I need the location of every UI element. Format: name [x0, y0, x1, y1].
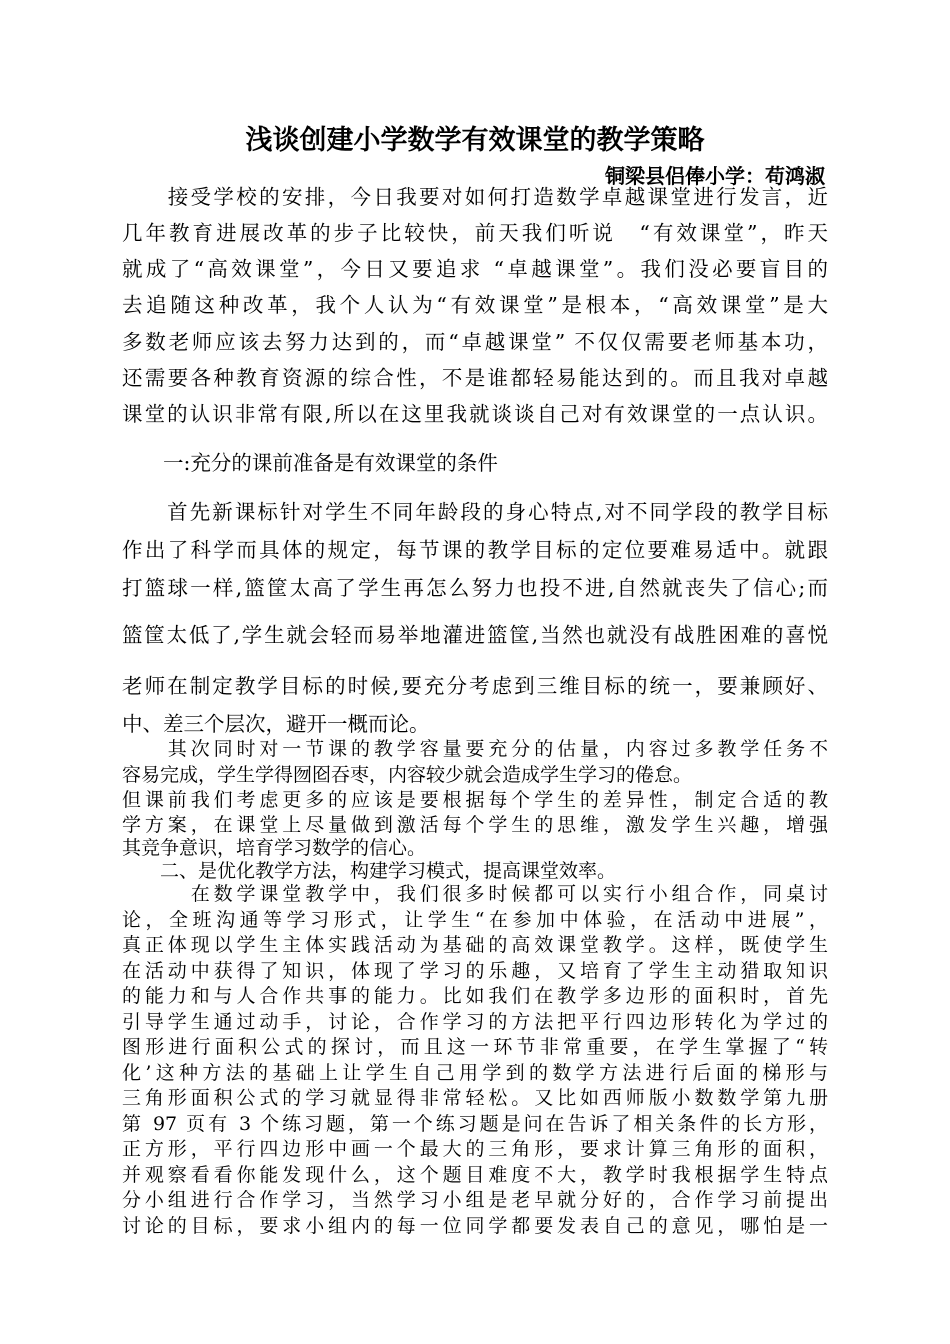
body-line: 真正体现以学生主体实践活动为基础的高效课堂教学。这样，既使学生: [122, 934, 828, 956]
body-line: 中、差三个层次，避开一概而论。: [122, 712, 430, 736]
body-line: 讨论的目标，要求小组内的每一位同学都要发表自己的意见，哪怕是一: [122, 1215, 828, 1237]
body-line: 老师在制定教学目标的时候,要充分考虑到三维目标的统一，要兼顾好、: [122, 674, 828, 698]
body-line: 的能力和与人合作共事的能力。比如我们在教学多边形的面积时，首先: [122, 985, 828, 1007]
body-line: 三角形面积公式的学习就显得非常轻松。又比如西师版小数数学第九册: [122, 1087, 828, 1109]
body-line: 篮筐太低了,学生就会轻而易举地灌进篮筐,当然也就没有战胜困难的喜悦: [122, 623, 828, 647]
body-line: 论，全班沟通等学习形式，让学生“在参加中体验，在活动中进展”，: [122, 909, 828, 931]
body-line: 并观察看看你能发现什么，这个题目难度不大，教学时我根据学生特点: [122, 1164, 828, 1186]
body-line: 图形进行面积公式的探讨，而且这一环节非常重要，在学生掌握了“转: [122, 1036, 828, 1058]
section-heading: 二、是优化教学方法，构建学习模式，提高课堂效率。: [122, 860, 617, 882]
body-line: 首先新课标针对学生不同年龄段的身心特点,对不同学段的教学目标: [122, 500, 828, 524]
document-title: 浅谈创建小学数学有效课堂的教学策略: [245, 125, 705, 156]
body-line: 几年教育进展改革的步子比较快，前天我们听说 “有效课堂”，昨天: [122, 221, 828, 245]
body-line: 引导学生通过动手，讨论，合作学习的方法把平行四边形转化为学过的: [122, 1011, 828, 1033]
section-heading: 一:充分的课前准备是有效课堂的条件: [122, 451, 498, 475]
body-line: 学方案，在课堂上尽量做到激活每个学生的思维，激发学生兴趣，增强: [122, 814, 828, 836]
body-line: 去追随这种改革，我个人认为“有效课堂”是根本，“高效课堂”是大: [122, 293, 828, 317]
body-line: 作出了科学而具体的规定，每节课的教学目标的定位要难易适中。就跟: [122, 538, 828, 562]
body-line: 课堂的认识非常有限,所以在这里我就谈谈自己对有效课堂的一点认识。: [122, 402, 828, 426]
body-line: 分小组进行合作学习，当然学习小组是老早就分好的，合作学习前提出: [122, 1189, 828, 1211]
body-line: 但课前我们考虑更多的应该是要根据每个学生的差异性，制定合适的教: [122, 789, 828, 811]
body-line: 在活动中获得了知识，体现了学习的乐趣，又培育了学生主动猎取知识: [122, 960, 828, 982]
body-line: 容易完成，学生学得囫囵吞枣，内容较少就会造成学生学习的倦怠。: [122, 764, 693, 786]
body-line: 第 97 页有 3 个练习题，第一个练习题是问在告诉了相关条件的长方形，: [122, 1113, 828, 1135]
author-line: 铜梁县侣俸小学：苟鸿淑: [605, 164, 825, 188]
body-line: 多数老师应该去努力达到的，而“卓越课堂” 不仅仅需要老师基本功，: [122, 330, 828, 354]
body-line: 接受学校的安排，今日我要对如何打造数学卓越课堂进行发言，近: [122, 185, 828, 209]
body-line: 打篮球一样,篮筐太高了学生再怎么努力也投不进,自然就丧失了信心;而: [122, 576, 828, 600]
body-line: 其竞争意识，培育学习数学的信心。: [122, 837, 427, 859]
body-line: 在数学课堂教学中，我们很多时候都可以实行小组合作，同桌讨: [122, 883, 828, 905]
body-line: 正方形，平行四边形中画一个最大的三角形，要求计算三角形的面积，: [122, 1138, 828, 1160]
body-line: 化’这种方法的基础上让学生自己用学到的数学方法进行后面的梯形与: [122, 1062, 828, 1084]
body-line: 就成了“高效课堂”，今日又要追求 “卓越课堂”。我们没必要盲目的: [122, 257, 828, 281]
body-line: 其次同时对一节课的教学容量要充分的估量，内容过多教学任务不: [122, 738, 828, 760]
body-line: 还需要各种教育资源的综合性，不是谁都轻易能达到的。而且我对卓越: [122, 366, 828, 390]
